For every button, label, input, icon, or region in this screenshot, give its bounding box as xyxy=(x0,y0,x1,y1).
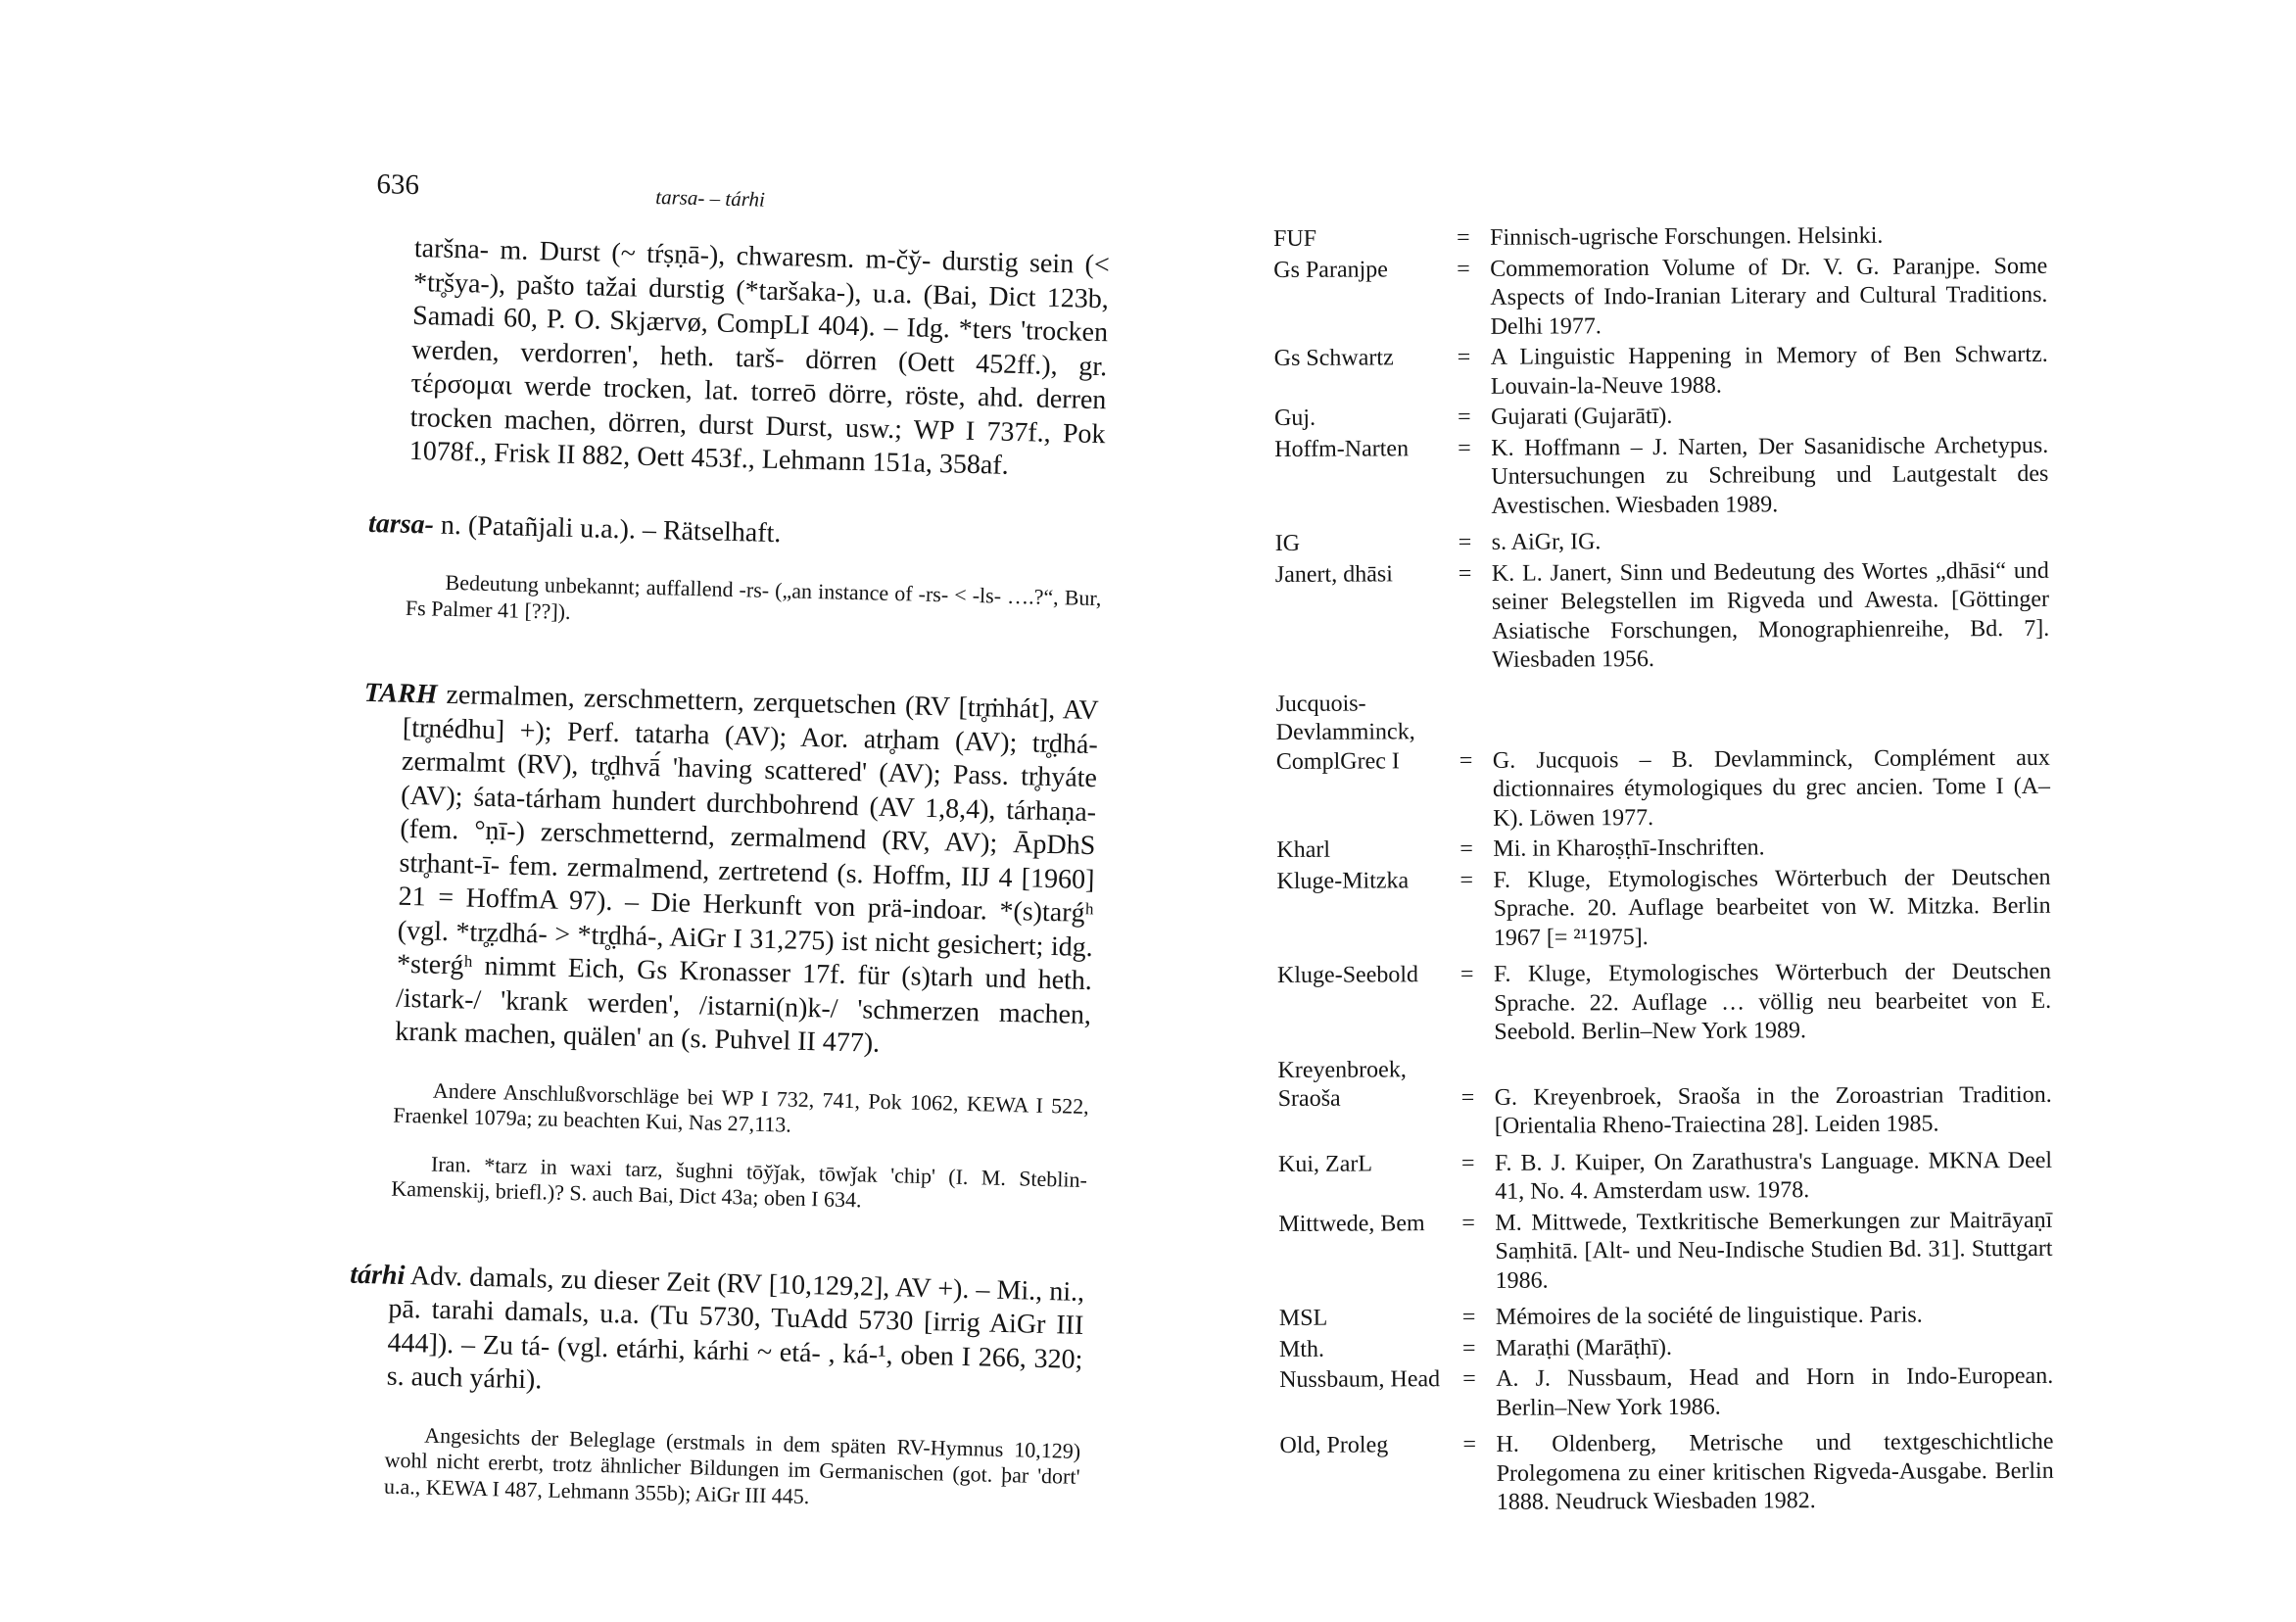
abbreviation-key: Mittwede, Bem xyxy=(1278,1210,1425,1237)
abbreviation-key: Guj. xyxy=(1273,405,1316,431)
entry-text xyxy=(368,506,1104,558)
abbreviation-value: G. Jucquois – B. Devlamminck, Complément aux dictionnaires étymologiques du grec ancien. Tome I (A–K). Löwen 1977. xyxy=(1492,744,2051,832)
equals-sign: = xyxy=(1462,1431,1477,1458)
equals-sign: = xyxy=(1459,867,1474,893)
abbreviation-value: Finnisch-ugrische Forschungen. Helsinki. xyxy=(1490,222,1884,251)
abbreviation-value: F. Kluge, Etymologisches Wörterbuch der Deutschen Sprache. 20. Auflage bearbeitet von W. Mitzka. Berlin 1967 [= ²¹1975]. xyxy=(1493,864,2051,951)
abbreviation-row xyxy=(1273,221,2047,255)
abbreviation-row xyxy=(1274,341,2048,403)
abbreviation-value: H. Oldenberg, Metrische und textgeschichtliche Prolegomena zu einer kritischen Rigveda-Ausgabe. Berlin 1888. Neudruck Wiesbaden 1982. xyxy=(1496,1428,2054,1515)
abbreviation-value: M. Mittwede, Textkritische Bemerkungen zur Maitrāyaṇī Saṃhitā. [Alt- und Neu-Indische Studien Bd. 31]. Stuttgart 1986. xyxy=(1495,1207,2053,1294)
equals-sign: = xyxy=(1458,560,1472,587)
abbreviation-key: Janert, dhāsi xyxy=(1274,560,1393,588)
equals-sign: = xyxy=(1461,1210,1475,1236)
abbreviation-key: Jucquois- Devlamminck, ComplGrec I xyxy=(1275,691,1415,775)
abbreviation-value: Maraṭhi (Marāṭhī). xyxy=(1495,1334,1673,1361)
abbreviation-value: Mi. in Kharoṣṭhī-Inschriften. xyxy=(1493,835,1765,862)
entry-lemma: tárhi xyxy=(349,1259,406,1291)
abbreviation-key: Kluge-Seebold xyxy=(1276,962,1419,988)
equals-sign: = xyxy=(1458,435,1471,461)
equals-sign: = xyxy=(1457,256,1470,282)
abbreviation-key: IG xyxy=(1274,530,1301,556)
abbreviation-row xyxy=(1279,1362,2053,1424)
entry-definition: n. (Patañjali u.a.). – Rätselhaft. xyxy=(433,509,782,549)
abbreviation-key: Kui, ZarL xyxy=(1277,1150,1373,1177)
abbreviation-key: Kharl xyxy=(1276,836,1331,863)
abbreviation-key: Nussbaum, Head xyxy=(1279,1366,1441,1393)
abbreviation-key: FUF xyxy=(1273,225,1317,252)
abbreviation-row xyxy=(1278,1206,2052,1297)
abbreviation-value: A. J. Nussbaum, Head and Horn in Indo-European. Berlin–New York 1986. xyxy=(1496,1362,2054,1421)
abbreviation-value: A Linguistic Happening in Memory of Ben Schwartz. Louvain-la-Neuve 1988. xyxy=(1490,341,2048,400)
abbreviation-row xyxy=(1275,686,2050,835)
entry-tarh xyxy=(352,677,1099,1219)
entry-lemma: TARH xyxy=(363,677,438,710)
abbreviation-key: Gs Schwartz xyxy=(1273,345,1394,371)
equals-sign: = xyxy=(1462,1365,1476,1393)
abbreviation-row xyxy=(1275,526,2049,559)
abbreviation-key: Mth. xyxy=(1278,1336,1325,1362)
running-head: tarsa- – tárhi xyxy=(654,184,766,212)
abbreviation-value: K. Hoffmann – J. Narten, Der Sasanidische Archetypus. Untersuchungen zu Schreibung und Lautgestalt des Avestischen. Wiesbaden 1989. xyxy=(1491,432,2049,519)
entry-tarsa xyxy=(366,506,1104,638)
abbreviation-row xyxy=(1276,863,2050,954)
abbreviation-key: Kluge-Mitzka xyxy=(1276,867,1410,894)
entry-note: Bedeutung unbekannt; auffallend -rs- („an instance of -rs- < -ls- ….?“, Bur, Fs Palmer 41 [??]). xyxy=(405,569,1102,624)
abbreviation-row xyxy=(1275,556,2050,676)
abbreviation-list xyxy=(1273,221,2054,1519)
abbreviation-value: Mémoires de la société de linguistique. Paris. xyxy=(1495,1302,1923,1330)
abbreviation-row xyxy=(1277,1052,2051,1142)
abbreviation-row xyxy=(1276,833,2050,866)
page-header xyxy=(376,165,1112,221)
equals-sign: = xyxy=(1459,835,1473,863)
entry-note: Andere Anschlußvorschläge bei WP I 732, 741, Pok 1062, KEWA I 522, Fraenkel 1079a; zu beachten Kui, Nas 27,113. xyxy=(392,1077,1090,1137)
abbreviation-row xyxy=(1277,958,2051,1049)
entry-tarshna xyxy=(369,231,1110,486)
abbreviation-value: Commemoration Volume of Dr. V. G. Paranjpe. Some Aspects of Indo-Iranian Literary and Cultural Traditions. Delhi 1977. xyxy=(1490,253,2048,340)
abbreviation-row xyxy=(1274,431,2048,522)
equals-sign: = xyxy=(1457,344,1471,371)
abbreviation-row xyxy=(1279,1331,2053,1364)
abbreviation-key: Gs Paranjpe xyxy=(1273,256,1388,283)
entry-lemma: tarsa- xyxy=(367,507,435,541)
equals-sign: = xyxy=(1459,961,1474,988)
abbreviation-row xyxy=(1279,1301,2053,1334)
entry-text xyxy=(347,1258,1084,1410)
abbreviation-key: Old, Proleg xyxy=(1279,1432,1389,1458)
abbreviation-value: F. B. J. Kuiper, On Zarathustra's Language. MKNA Deel 41, No. 4. Amsterdam usw. 1978. xyxy=(1494,1147,2053,1205)
equals-sign: = xyxy=(1460,1150,1475,1176)
equals-sign: = xyxy=(1461,1304,1476,1331)
abbreviation-row xyxy=(1279,1428,2053,1519)
equals-sign: = xyxy=(1458,529,1472,556)
abbreviation-key: MSL xyxy=(1278,1305,1328,1331)
equals-sign: = xyxy=(1459,747,1473,774)
equals-sign: = xyxy=(1457,404,1471,431)
abbreviation-row xyxy=(1274,401,2048,434)
abbreviation-row xyxy=(1278,1146,2052,1208)
abbreviation-value: Gujarati (Gujarātī). xyxy=(1490,403,1673,430)
entry-text: taršna- m. Durst (~ tŕṣṇā-), chwaresm. m-čy̆- durstig sein (< *tr̥šya-), pašto tažai durstig (*taršaka-), u.a. (Bai, Dict 123b, Samadi 60, P. O. Skjærvø, CompLI 404). – Idg. *ters 'trocken werden, verdorren', heth. tarš- dörren (Oett 452ff.), gr. τέρσομαι werde trocken, lat. torreō dörre, röste, ahd. derren trocken machen, dörren, durst Durst, usw.; WP I 737f., Pok 1078f., Frisk II 882, Oett 453f., Lehmann 151a, 358af. xyxy=(408,232,1111,481)
abbreviation-key: Kreyenbroek, Sraoša xyxy=(1277,1056,1407,1112)
abbreviation-value: K. L. Janert, Sinn und Bedeutung des Wortes „dhāsi“ und seiner Belegstellen im Rigveda und Awesta. [Göttinger Asiatische Forschungen, Monographienreihe, Bd. 7]. Wiesbaden 1956. xyxy=(1491,557,2050,673)
entry-text xyxy=(356,677,1099,1067)
abbreviation-key: Hoffm-Narten xyxy=(1274,435,1410,462)
right-page xyxy=(1273,221,2054,1515)
entry-note-iranian: Iran. *tarz in waxi tarz, šughni tōy̆ǰak, tōwǰak 'chip' (I. M. Steblin-Kamenskij, briefl.)? S. auch Bai, Dict 43a; oben I 634. xyxy=(391,1151,1088,1213)
equals-sign: = xyxy=(1460,1084,1475,1111)
entry-note: Angesichts der Beleglage (erstmals in dem späten RV-Hymnus 10,129) wohl nicht ererbt, trotz ähnlicher Bildungen im Germanischen (got. þar 'dort' u.a., KEWA I 487, Lehmann 355b); AiGr III 445. xyxy=(383,1422,1081,1508)
abbreviation-value: G. Kreyenbroek, Sraoša in the Zoroastrian Tradition. [Orientalia Rheno-Traiectina 28]. Leiden 1985. xyxy=(1494,1081,2052,1139)
left-page xyxy=(346,165,1112,1508)
entry-tarhi xyxy=(345,1258,1085,1516)
entry-definition: zermalmen, zerschmettern, zerquetschen (RV [tr̥ṁhát], AV [tr̥nédhu] +); Perf. tatarha (AV); Aor. atr̥ham (AV); tr̥ḍhá- zermalmt (RV), tr̥ḍhvā́ 'having scattered' (AV); Pass. tr̥hyáte (AV); śata-tárham hundert durchbohrend (AV 1,8,4), tárhaṇa- (fem. °ṇī-) zerschmetternd, zermalmend (RV, AV); ĀpDhS str̥hant-ī- fem. zermalmend, zertretend (s. Hoffm, IIJ 4 [1960] 21 = HoffmA 97). – Die Herkunft von prä-indoar. *(s)tarǵʰ (vgl. *tr̥ẓdhá- > *tr̥ḍhá-, AiGr I 31,275) ist nicht gesichert; idg. *sterǵʰ nimmt Eich, Gs Kronasser 17f. für (s)tarh und heth. /istark-/ 'krank werden', /istarni(n)k-/ 'schmerzen machen, krank machen, quälen' an (s. Puhvel II 477). xyxy=(394,679,1099,1059)
abbreviation-row xyxy=(1273,252,2047,343)
equals-sign: = xyxy=(1461,1335,1476,1361)
entry-definition: Adv. damals, zu dieser Zeit (RV [10,129,2], AV +). – Mi., ni., pā. tarahi damals, u.a. (Tu 5730, TuAdd 5730 [irrig AiGr III 444]). – Zu tá- (vgl. etárhi, kárhi ~ etá- , ká-¹, oben I 266, 320; s. auch yárhi). xyxy=(386,1260,1085,1396)
equals-sign: = xyxy=(1457,224,1470,252)
abbreviation-value: F. Kluge, Etymologisches Wörterbuch der Deutschen Sprache. 22. Auflage … völlig neu bearbeitet von E. Seebold. Berlin–New York 1989. xyxy=(1493,958,2052,1045)
page-number: 636 xyxy=(376,167,420,202)
abbreviation-value: s. AiGr, IG. xyxy=(1491,529,1602,555)
